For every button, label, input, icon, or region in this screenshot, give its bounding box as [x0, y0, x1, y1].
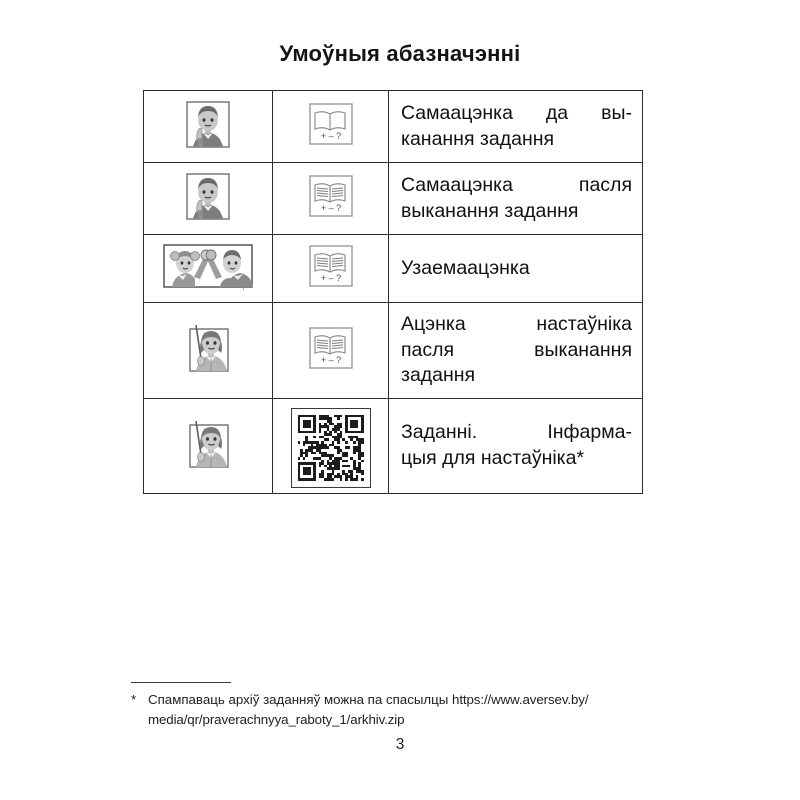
child-thinking-portrait-icon	[184, 98, 232, 150]
open-book-written-plus-minus-question-icon	[308, 174, 354, 218]
person-icon-cell	[144, 303, 273, 399]
label-line: Узаемаацэнка	[401, 256, 530, 279]
label-cell	[389, 303, 643, 399]
qr-code-matrix	[298, 415, 364, 481]
table-row	[144, 91, 643, 163]
open-book-written-plus-minus-question-icon	[308, 326, 354, 370]
label-word: Самаацэнка	[401, 101, 513, 124]
teacher-with-pointer-icon	[182, 415, 234, 473]
open-book-blank-plus-minus-question-icon	[308, 102, 354, 146]
person-icon-cell	[144, 163, 273, 235]
table-row	[144, 399, 643, 494]
qr-code-icon[interactable]	[291, 408, 371, 488]
symbol-marks-text: + – ?	[320, 131, 341, 141]
symbol-icon-cell	[273, 91, 389, 163]
table-row	[144, 163, 643, 235]
label-line: задання	[401, 364, 476, 387]
symbol-icon-cell	[273, 303, 389, 399]
open-book-written-plus-minus-question-icon	[308, 244, 354, 288]
table-row	[144, 235, 643, 303]
label-word: выканання	[534, 338, 632, 361]
two-children-high-five-icon	[162, 241, 254, 291]
label-word: Ацэнка	[401, 312, 466, 335]
person-icon-cell	[144, 235, 273, 303]
label-cell	[389, 91, 643, 163]
label-word: пасля	[401, 338, 455, 361]
person-icon-cell	[144, 399, 273, 494]
label-line: канання задання	[401, 127, 555, 150]
footnote-marker: *	[131, 692, 137, 707]
symbol-marks-text: + – ?	[320, 203, 341, 213]
symbol-marks-text: + – ?	[320, 273, 341, 283]
label-word: Заданні.	[401, 421, 478, 444]
symbol-icon-cell	[273, 163, 389, 235]
page-title: Умоўныя абазначэнні	[279, 41, 521, 66]
label-word: вы-	[601, 101, 632, 124]
footnote-url-part1[interactable]: https://www.aversev.by/	[452, 692, 589, 707]
person-icon-cell	[144, 91, 273, 163]
legend-table	[143, 90, 643, 494]
child-thinking-portrait-icon	[184, 170, 232, 222]
label-word: да	[545, 101, 569, 124]
label-word: настаўніка	[536, 312, 632, 335]
footnote-separator-rule	[131, 682, 231, 683]
table-row	[144, 303, 643, 399]
label-line: выканання задання	[401, 199, 579, 222]
page-number: 3	[395, 736, 405, 753]
label-word: Самаацэнка	[401, 173, 513, 196]
label-word: пасля	[578, 173, 632, 196]
symbol-icon-cell	[273, 235, 389, 303]
label-cell	[389, 163, 643, 235]
label-line: цыя для настаўніка*	[401, 447, 585, 469]
footnote-text: Спампаваць архіў заданняў можна па спасылцы	[148, 692, 453, 707]
label-cell	[389, 235, 643, 303]
symbol-marks-text: + – ?	[320, 355, 341, 365]
symbol-icon-cell	[273, 399, 389, 494]
footnote	[131, 690, 676, 730]
label-cell	[389, 399, 643, 494]
teacher-with-pointer-icon	[182, 319, 234, 377]
footnote-url-part2[interactable]: media/qr/praverachnyya_raboty_1/arkhiv.zip	[148, 711, 405, 727]
label-word: Інфарма-	[547, 421, 632, 444]
